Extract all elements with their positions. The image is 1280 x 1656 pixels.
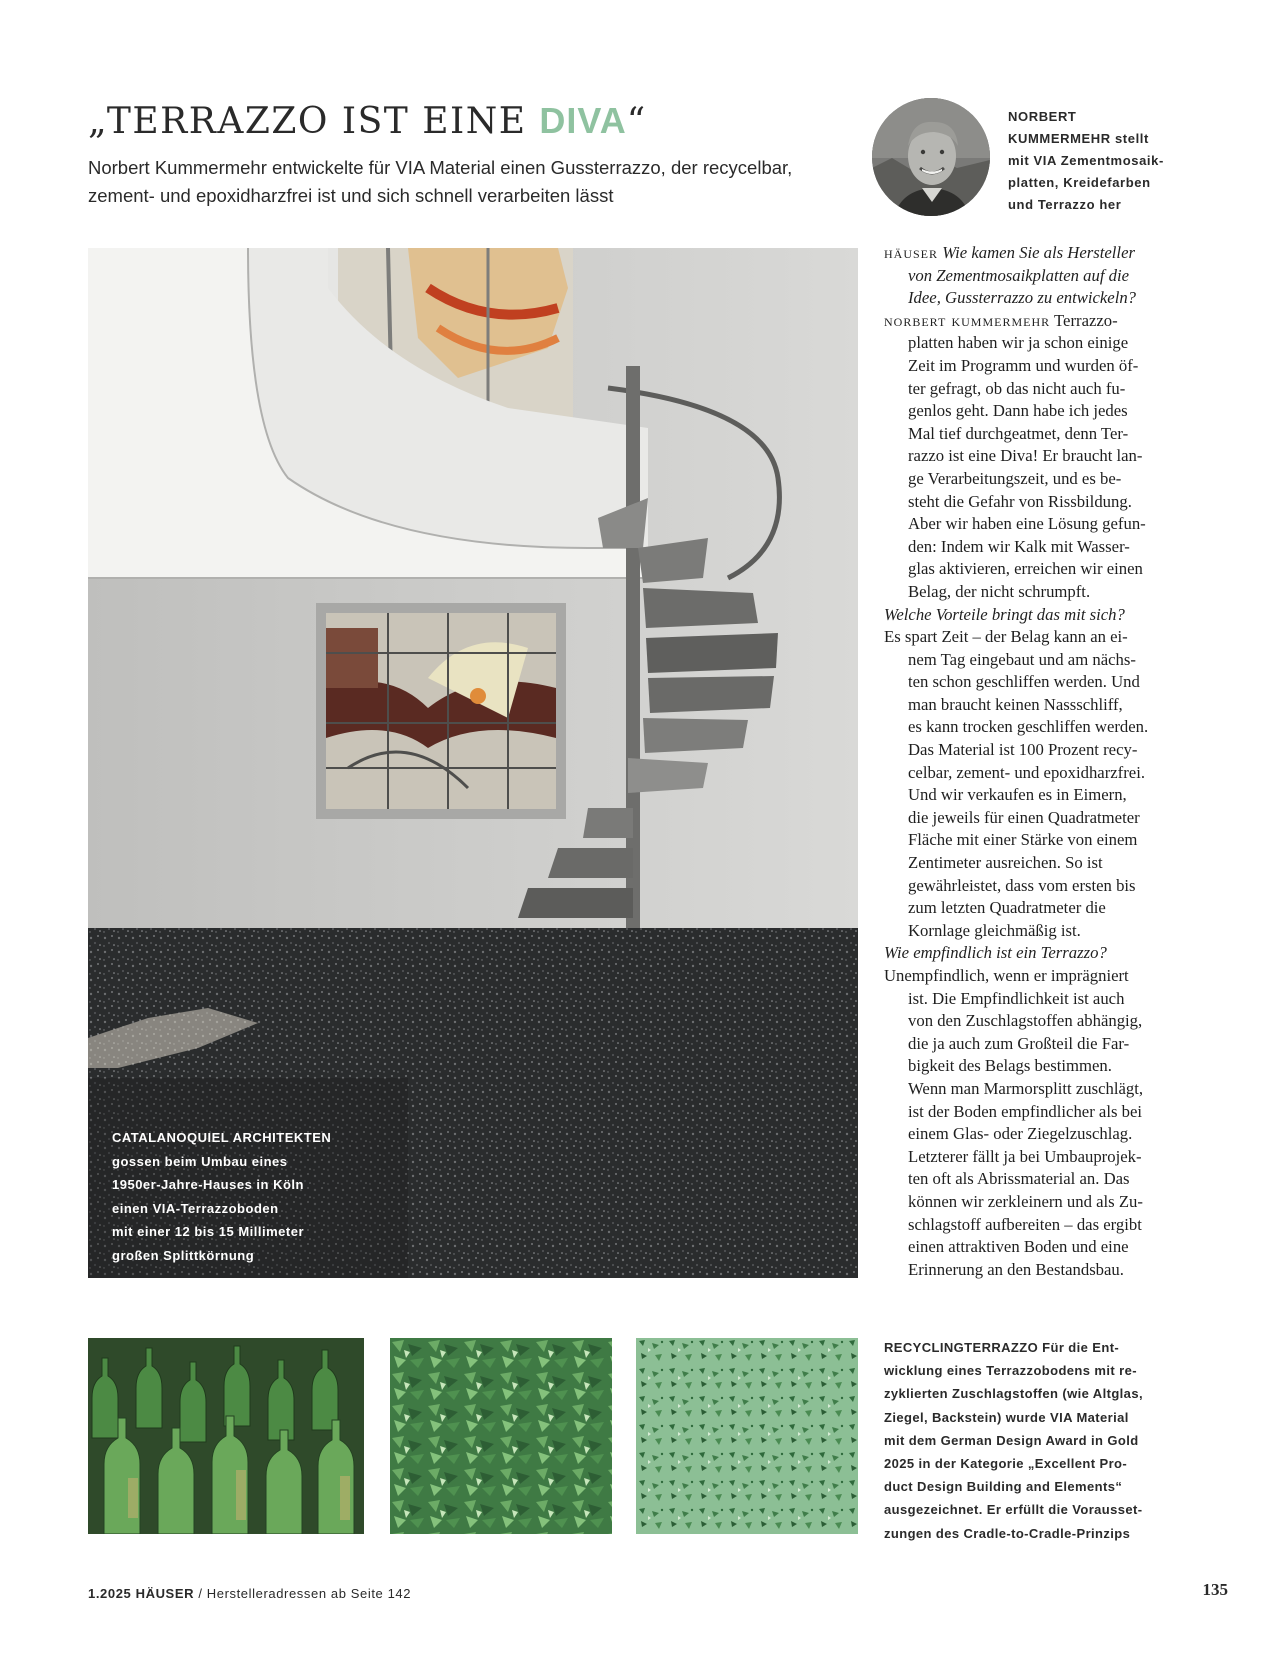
portrait-illustration bbox=[872, 98, 990, 216]
answer-1: norbert kummermehr Terrazzo- platten haben wir ja schon einige Zeit im Programm und wurden öf- ter gefragt, ob das nicht auch fu- genlos geht. Dann habe ich jedes Mal tief durchgeatmet, denn Ter- razzo ist eine Diva! Er braucht lan- ge Verarbeitungszeit, und es be- steht die Gefahr von Rissbildung. Aber wir haben eine Lösung gefun- den: Indem wir Kalk mit Wasser- glas aktivieren, erreichen wir einen Belag, der nicht schrumpft. bbox=[884, 310, 1146, 601]
caption-line: 2025 in der Kategorie „Excellent Pro- bbox=[884, 1456, 1128, 1472]
question-2: Welche Vorteile bringt das mit sich? bbox=[884, 604, 1125, 624]
caption-line: zungen des Cradle-to-Cradle-Prinzips bbox=[884, 1525, 1131, 1541]
answer-2: Es spart Zeit – der Belag kann an ei- nem Tag eingebaut und am nächs- ten schon geschliffen werden. Und man braucht keinen Nassschliff, es kann trocken geschliffen werden. Das Material ist 100 Prozent recy- celbar, zement- und epoxidharzfrei. Und wir verkaufen es in Eimern, die jeweils für einen Quadratmeter Fläche mit einer Stärke von einem Zentimeter ausreichen. So ist gewährleistet, dass vom ersten bis zum letzten Quadratmeter die Kornlage gleichmäßig ist. bbox=[884, 627, 1149, 940]
staircase-illustration bbox=[88, 248, 858, 1278]
bio-line: und Terrazzo her bbox=[1008, 197, 1122, 212]
caption-line: großen Splittkörnung bbox=[112, 1247, 255, 1263]
speaker-interviewee: norbert kummermehr bbox=[884, 310, 1051, 330]
issue-number: 1.2025 bbox=[88, 1586, 132, 1601]
terrazzo-sample-illustration bbox=[636, 1338, 858, 1534]
bio-line: NORBERT bbox=[1008, 109, 1077, 124]
crushed-glass-photo bbox=[390, 1338, 612, 1534]
speaker-interviewer: häuser bbox=[884, 243, 939, 262]
title-accent: DIVA bbox=[539, 100, 627, 141]
window bbox=[316, 603, 566, 819]
caption-line: wicklung eines Terrazzobodens mit re- bbox=[884, 1363, 1137, 1379]
caption-line: RECYCLINGTERRAZZO Für die Ent- bbox=[884, 1340, 1120, 1355]
caption-line: Ziegel, Backstein) wurde VIA Material bbox=[884, 1409, 1129, 1425]
recycling-caption bbox=[884, 1336, 1196, 1545]
caption-line: duct Design Building and Elements“ bbox=[884, 1479, 1123, 1495]
bio-line: platten, Kreidefarben bbox=[1008, 175, 1151, 190]
caption-line: zyklierten Zuschlagstoffen (wie Altglas, bbox=[884, 1386, 1143, 1402]
page-footer bbox=[88, 1586, 411, 1601]
terrazzo-sample-photo bbox=[636, 1338, 858, 1534]
crushed-glass-illustration bbox=[390, 1338, 612, 1534]
author-bio bbox=[1008, 106, 1198, 216]
caption-line: CATALANOQUIEL ARCHITEKTEN bbox=[112, 1130, 332, 1145]
question-3: Wie empfindlich ist ein Terrazzo? bbox=[884, 943, 1107, 963]
title-suffix: “ bbox=[626, 101, 647, 142]
title-prefix: „TERRAZZO IST EINE bbox=[88, 101, 540, 142]
page-number: 135 bbox=[1202, 1580, 1228, 1599]
footer-note: Herstelleradressen ab Seite 142 bbox=[206, 1586, 412, 1601]
bio-line: mit VIA Zementmosaik- bbox=[1008, 153, 1164, 168]
answer-3: Unempfindlich, wenn er imprägniert ist. Die Empfindlichkeit ist auch von den Zuschlagstoffen abhängig, die ja auch zum Großteil die Far- bigkeit des Belags bestimmen. Wenn man Marmorsplitt zuschlägt, ist der Boden empfindlicher als bei einem Glas- oder Ziegelzuschlag. Letzterer fällt ja bei Umbauprojek- ten oft als Abrissmaterial an. Das können wir zerkleinern und als Zu- schlagstoff aufbereiten – das ergibt einen attraktiven Boden und eine Erinnerung an den Bestandsbau. bbox=[884, 966, 1144, 1279]
caption-line: mit dem German Design Award in Gold bbox=[884, 1432, 1139, 1448]
interview-column bbox=[884, 242, 1198, 1281]
caption-line: 1950er-Jahre-Hauses in Köln bbox=[112, 1177, 304, 1192]
article-title bbox=[88, 100, 647, 142]
photo-caption bbox=[112, 1126, 392, 1267]
question-1: häuser Wie kamen Sie als Hersteller von Zementmosaikplatten auf die Idee, Gussterrazzo zu entwickeln? bbox=[884, 243, 1137, 308]
green-bottles-illustration bbox=[88, 1338, 364, 1534]
staircase-photo bbox=[88, 248, 858, 1278]
footer-separator: / bbox=[198, 1586, 203, 1601]
magazine-name: HÄUSER bbox=[135, 1586, 195, 1601]
portrait-photo bbox=[872, 98, 990, 216]
caption-line: mit einer 12 bis 15 Millimeter bbox=[112, 1224, 305, 1239]
article-deck: Norbert Kummermehr entwickelte für VIA Material einen Gussterrazzo, der recycelbar, zement- und epoxidharzfrei ist und sich schnell verarbeiten lässt bbox=[88, 157, 793, 206]
bio-line: KUMMERMEHR stellt bbox=[1008, 131, 1149, 146]
caption-line: einen VIA-Terrazzoboden bbox=[112, 1200, 279, 1216]
caption-line: ausgezeichnet. Er erfüllt die Vorausset- bbox=[884, 1502, 1143, 1518]
caption-line: gossen beim Umbau eines bbox=[112, 1153, 288, 1169]
green-bottles-photo bbox=[88, 1338, 364, 1534]
